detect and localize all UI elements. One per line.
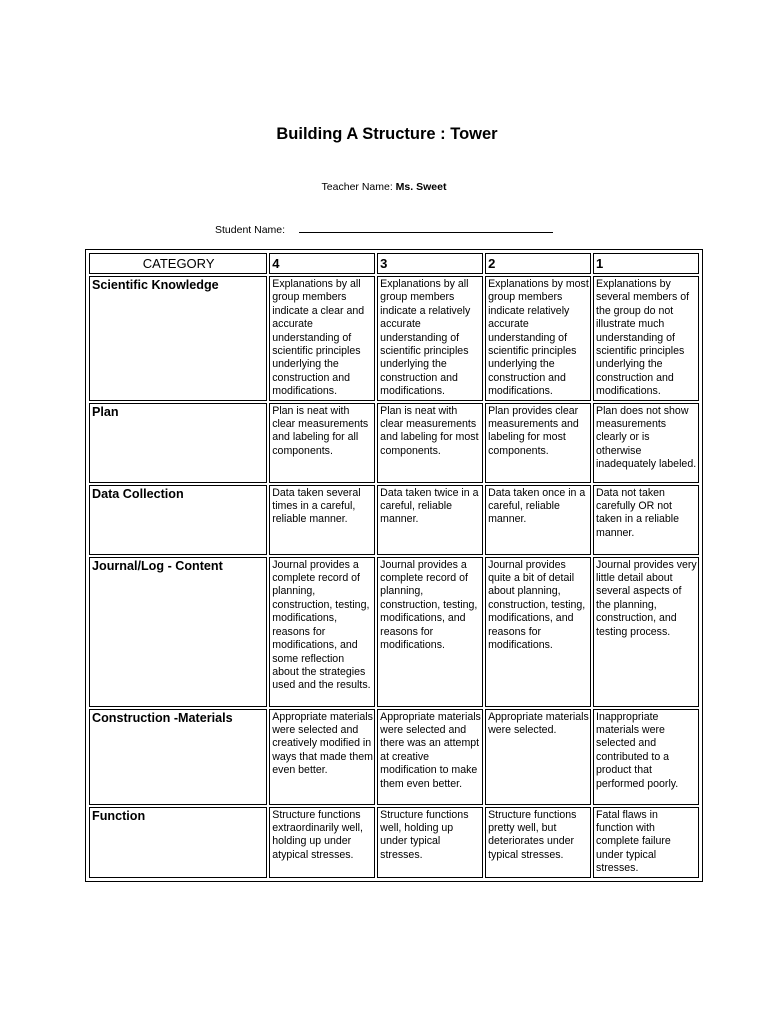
criteria-cell-2: Plan provides clear measurements and labeling for most components.	[485, 403, 591, 483]
criteria-cell-4: Journal provides a complete record of planning, construction, testing, modifications, reasons for modifications, and some reflection about the strategies used and the results.	[269, 557, 375, 707]
criteria-cell-1: Plan does not show measurements clearly or is otherwise inadequately labeled.	[593, 403, 699, 483]
category-cell: Data Collection	[89, 485, 267, 555]
criteria-cell-4: Data taken several times in a careful, reliable manner.	[269, 485, 375, 555]
category-cell: Plan	[89, 403, 267, 483]
student-name-blank	[299, 221, 553, 233]
rubric-row-plan	[89, 403, 699, 483]
header-category: CATEGORY	[89, 253, 267, 274]
rubric-row-data-collection	[89, 485, 699, 555]
criteria-cell-1: Fatal flaws in function with complete failure under typical stresses.	[593, 807, 699, 878]
criteria-cell-3: Explanations by all group members indicate a relatively accurate understanding of scientific principles underlying the construction and modifications.	[377, 276, 483, 401]
rubric-header-row	[89, 253, 699, 274]
header-score-2: 2	[485, 253, 591, 274]
criteria-cell-2: Structure functions pretty well, but deteriorates under typical stresses.	[485, 807, 591, 878]
criteria-cell-3: Appropriate materials were selected and there was an attempt at creative modification to make them even better.	[377, 709, 483, 805]
header-score-4: 4	[269, 253, 375, 274]
document-title: Building A Structure : Tower	[276, 125, 498, 143]
teacher-name-line	[0, 181, 768, 193]
rubric-table	[87, 251, 701, 880]
criteria-cell-1: Journal provides very little detail about several aspects of the planning, construction, and testing process.	[593, 557, 699, 707]
criteria-cell-4: Plan is neat with clear measurements and labeling for all components.	[269, 403, 375, 483]
category-cell: Construction -Materials	[89, 709, 267, 805]
header-score-1: 1	[593, 253, 699, 274]
rubric-row-journal-log-content	[89, 557, 699, 707]
teacher-name-value: Ms. Sweet	[395, 181, 447, 193]
rubric-row-scientific-knowledge	[89, 276, 699, 401]
rubric-row-function	[89, 807, 699, 878]
criteria-cell-2: Appropriate materials were selected.	[485, 709, 591, 805]
header-score-3: 3	[377, 253, 483, 274]
criteria-cell-4: Appropriate materials were selected and creatively modified in ways that made them even better.	[269, 709, 375, 805]
category-cell: Function	[89, 807, 267, 878]
criteria-cell-1: Data not taken carefully OR not taken in a reliable manner.	[593, 485, 699, 555]
criteria-cell-3: Plan is neat with clear measurements and labeling for most components.	[377, 403, 483, 483]
student-name-line	[215, 221, 553, 236]
criteria-cell-4: Explanations by all group members indicate a clear and accurate understanding of scientific principles underlying the construction and modifications.	[269, 276, 375, 401]
criteria-cell-2: Explanations by most group members indicate relatively accurate understanding of scientific principles underlying the construction and modifications.	[485, 276, 591, 401]
rubric-table-frame	[85, 249, 703, 882]
criteria-cell-3: Structure functions well, holding up under typical stresses.	[377, 807, 483, 878]
criteria-cell-1: Inappropriate materials were selected and contributed to a product that performed poorly.	[593, 709, 699, 805]
criteria-cell-3: Data taken twice in a careful, reliable manner.	[377, 485, 483, 555]
criteria-cell-1: Explanations by several members of the group do not illustrate much understanding of scientific principles underlying the construction and modifications.	[593, 276, 699, 401]
criteria-cell-4: Structure functions extraordinarily well, holding up under atypical stresses.	[269, 807, 375, 878]
criteria-cell-2: Data taken once in a careful, reliable manner.	[485, 485, 591, 555]
rubric-row-construction-materials	[89, 709, 699, 805]
category-cell: Scientific Knowledge	[89, 276, 267, 401]
criteria-cell-2: Journal provides quite a bit of detail about planning, construction, testing, modifications, and reasons for modifications.	[485, 557, 591, 707]
student-name-label: Student Name:	[215, 224, 286, 236]
teacher-name-label: Teacher Name:	[321, 181, 396, 193]
category-cell: Journal/Log - Content	[89, 557, 267, 707]
criteria-cell-3: Journal provides a complete record of planning, construction, testing, modifications, and reasons for modifications.	[377, 557, 483, 707]
